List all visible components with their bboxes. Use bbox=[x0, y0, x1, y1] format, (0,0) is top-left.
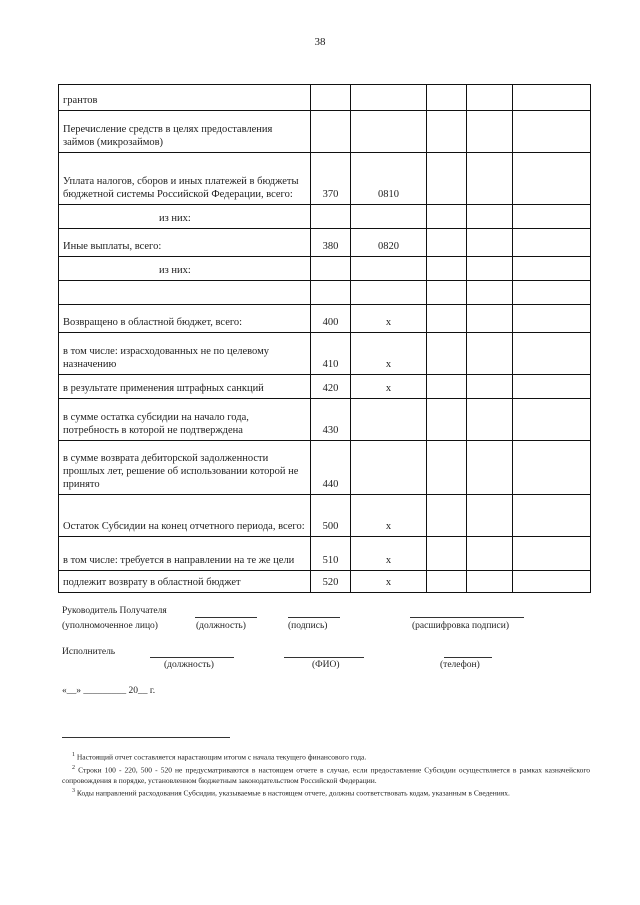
row-value-cell[interactable] bbox=[467, 85, 513, 111]
row-direction-code: x bbox=[351, 333, 427, 375]
row-line-code: 370 bbox=[311, 153, 351, 205]
footnote-1 bbox=[62, 750, 590, 763]
row-label: в сумме остатка субсидии на начало года, потребность в которой не подтверждена bbox=[59, 399, 311, 441]
table-row bbox=[59, 205, 591, 229]
date-line[interactable]: «__» _________ 20__ г. bbox=[62, 686, 156, 696]
row-value-cell[interactable] bbox=[467, 305, 513, 333]
row-value-cell[interactable] bbox=[467, 441, 513, 495]
row-direction-code: 0820 bbox=[351, 229, 427, 257]
footnote-mark: 2 bbox=[72, 764, 75, 771]
phone-caption: (телефон) bbox=[440, 660, 480, 670]
row-direction-code bbox=[351, 441, 427, 495]
table-row bbox=[59, 305, 591, 333]
row-label bbox=[59, 281, 311, 305]
head-sub-label: (уполномоченное лицо) bbox=[62, 621, 158, 631]
table-row bbox=[59, 281, 591, 305]
table-row bbox=[59, 571, 591, 593]
executor-label: Исполнитель bbox=[62, 647, 116, 657]
row-value-cell[interactable] bbox=[467, 495, 513, 537]
row-direction-code bbox=[351, 257, 427, 281]
row-direction-code: x bbox=[351, 375, 427, 399]
row-value-cell[interactable] bbox=[427, 205, 467, 229]
row-direction-code: x bbox=[351, 495, 427, 537]
executor-fio-line[interactable] bbox=[284, 657, 364, 658]
row-value-cell[interactable] bbox=[427, 257, 467, 281]
table-row bbox=[59, 111, 591, 153]
row-value-cell[interactable] bbox=[427, 85, 467, 111]
row-direction-code: x bbox=[351, 537, 427, 571]
row-value-cell[interactable] bbox=[427, 305, 467, 333]
row-direction-code: x bbox=[351, 305, 427, 333]
footnote-text: Строки 100 - 220, 500 - 520 не предусматриваются в настоящем отчете в случае, если предоставление Субсидии осуществляется в рамках казначейского сопровождения в порядке, установленном бюджетным законодательством Российской Федерации. bbox=[62, 765, 591, 785]
row-value-cell[interactable] bbox=[513, 537, 591, 571]
row-direction-code bbox=[351, 111, 427, 153]
row-value-cell[interactable] bbox=[513, 495, 591, 537]
row-line-code: 510 bbox=[311, 537, 351, 571]
table-row bbox=[59, 257, 591, 281]
row-line-code bbox=[311, 281, 351, 305]
row-direction-code bbox=[351, 205, 427, 229]
row-value-cell[interactable] bbox=[513, 85, 591, 111]
row-value-cell[interactable] bbox=[427, 111, 467, 153]
row-value-cell[interactable] bbox=[427, 571, 467, 593]
row-direction-code bbox=[351, 85, 427, 111]
row-line-code bbox=[311, 257, 351, 281]
row-value-cell[interactable] bbox=[467, 375, 513, 399]
row-line-code: 410 bbox=[311, 333, 351, 375]
table-row bbox=[59, 229, 591, 257]
row-value-cell[interactable] bbox=[513, 399, 591, 441]
row-line-code bbox=[311, 85, 351, 111]
head-signature-line[interactable] bbox=[288, 617, 340, 618]
head-position-line[interactable] bbox=[195, 617, 257, 618]
row-label: подлежит возврату в областной бюджет bbox=[59, 571, 311, 593]
row-line-code: 380 bbox=[311, 229, 351, 257]
executor-position-line[interactable] bbox=[150, 657, 234, 658]
row-value-cell[interactable] bbox=[467, 205, 513, 229]
row-value-cell[interactable] bbox=[513, 153, 591, 205]
row-value-cell[interactable] bbox=[467, 257, 513, 281]
row-label: Остаток Субсидии на конец отчетного периода, всего: bbox=[59, 495, 311, 537]
row-value-cell[interactable] bbox=[467, 229, 513, 257]
footnote-text: Коды направлений расходования Субсидии, указываемые в настоящем отчете, должны соответствовать кодам, указанным в Сведениях. bbox=[76, 788, 510, 798]
row-value-cell[interactable] bbox=[513, 111, 591, 153]
row-line-code: 430 bbox=[311, 399, 351, 441]
row-value-cell[interactable] bbox=[513, 305, 591, 333]
report-table bbox=[58, 84, 591, 593]
row-label: грантов bbox=[59, 85, 311, 111]
row-direction-code bbox=[351, 281, 427, 305]
row-value-cell[interactable] bbox=[513, 281, 591, 305]
row-value-cell[interactable] bbox=[467, 571, 513, 593]
executor-phone-line[interactable] bbox=[444, 657, 492, 658]
footnote-3 bbox=[62, 786, 590, 799]
row-value-cell[interactable] bbox=[513, 571, 591, 593]
row-label: Перечисление средств в целях предоставления займов (микрозаймов) bbox=[59, 111, 311, 153]
row-value-cell[interactable] bbox=[427, 375, 467, 399]
row-label: в сумме возврата дебиторской задолженности прошлых лет, решение об использовании которой не принято bbox=[59, 441, 311, 495]
row-label: в том числе: требуется в направлении на те же цели bbox=[59, 537, 311, 571]
row-label: Возвращено в областной бюджет, всего: bbox=[59, 305, 311, 333]
row-value-cell[interactable] bbox=[427, 537, 467, 571]
row-value-cell[interactable] bbox=[513, 257, 591, 281]
row-value-cell[interactable] bbox=[467, 399, 513, 441]
table-row bbox=[59, 495, 591, 537]
row-value-cell[interactable] bbox=[427, 229, 467, 257]
row-value-cell[interactable] bbox=[513, 205, 591, 229]
row-line-code: 500 bbox=[311, 495, 351, 537]
row-label: из них: bbox=[59, 257, 311, 281]
row-direction-code: 0810 bbox=[351, 153, 427, 205]
row-label: Уплата налогов, сборов и иных платежей в бюджеты бюджетной системы Российской Федерации, всего: bbox=[59, 153, 311, 205]
row-value-cell[interactable] bbox=[427, 281, 467, 305]
footnote-mark: 3 bbox=[72, 788, 75, 794]
footnote-mark: 1 bbox=[72, 752, 75, 758]
row-label: из них: bbox=[59, 205, 311, 229]
row-value-cell[interactable] bbox=[467, 333, 513, 375]
table-row bbox=[59, 333, 591, 375]
position-caption: (должность) bbox=[196, 621, 246, 631]
head-decode-line[interactable] bbox=[410, 617, 524, 618]
row-value-cell[interactable] bbox=[467, 281, 513, 305]
table-row bbox=[59, 399, 591, 441]
row-value-cell[interactable] bbox=[427, 495, 467, 537]
row-label: в том числе: израсходованных не по целевому назначению bbox=[59, 333, 311, 375]
row-line-code bbox=[311, 205, 351, 229]
footnotes bbox=[62, 750, 590, 799]
row-line-code bbox=[311, 111, 351, 153]
row-value-cell[interactable] bbox=[427, 333, 467, 375]
row-value-cell[interactable] bbox=[513, 441, 591, 495]
footnote-separator bbox=[62, 737, 230, 738]
row-direction-code: x bbox=[351, 571, 427, 593]
row-value-cell[interactable] bbox=[513, 375, 591, 399]
executor-position-caption: (должность) bbox=[164, 660, 214, 670]
row-value-cell[interactable] bbox=[513, 229, 591, 257]
row-value-cell[interactable] bbox=[427, 399, 467, 441]
fio-caption: (ФИО) bbox=[312, 660, 340, 670]
table-row bbox=[59, 153, 591, 205]
row-value-cell[interactable] bbox=[467, 111, 513, 153]
row-label: Иные выплаты, всего: bbox=[59, 229, 311, 257]
row-value-cell[interactable] bbox=[467, 537, 513, 571]
table-row bbox=[59, 85, 591, 111]
head-label: Руководитель Получателя bbox=[62, 606, 167, 616]
row-line-code: 400 bbox=[311, 305, 351, 333]
row-direction-code bbox=[351, 399, 427, 441]
row-line-code: 420 bbox=[311, 375, 351, 399]
row-value-cell[interactable] bbox=[513, 333, 591, 375]
row-value-cell[interactable] bbox=[427, 153, 467, 205]
row-value-cell[interactable] bbox=[427, 441, 467, 495]
table-row bbox=[59, 441, 591, 495]
row-line-code: 440 bbox=[311, 441, 351, 495]
decode-caption: (расшифровка подписи) bbox=[412, 621, 509, 631]
table-row bbox=[59, 375, 591, 399]
table-row bbox=[59, 537, 591, 571]
row-value-cell[interactable] bbox=[467, 153, 513, 205]
row-line-code: 520 bbox=[311, 571, 351, 593]
footnote-2 bbox=[62, 763, 590, 787]
row-label: в результате применения штрафных санкций bbox=[59, 375, 311, 399]
page-number: 38 bbox=[314, 36, 326, 48]
signature-caption: (подпись) bbox=[288, 621, 328, 631]
footnote-text: Настоящий отчет составляется нарастающим итогом с начала текущего финансового года. bbox=[76, 752, 367, 762]
